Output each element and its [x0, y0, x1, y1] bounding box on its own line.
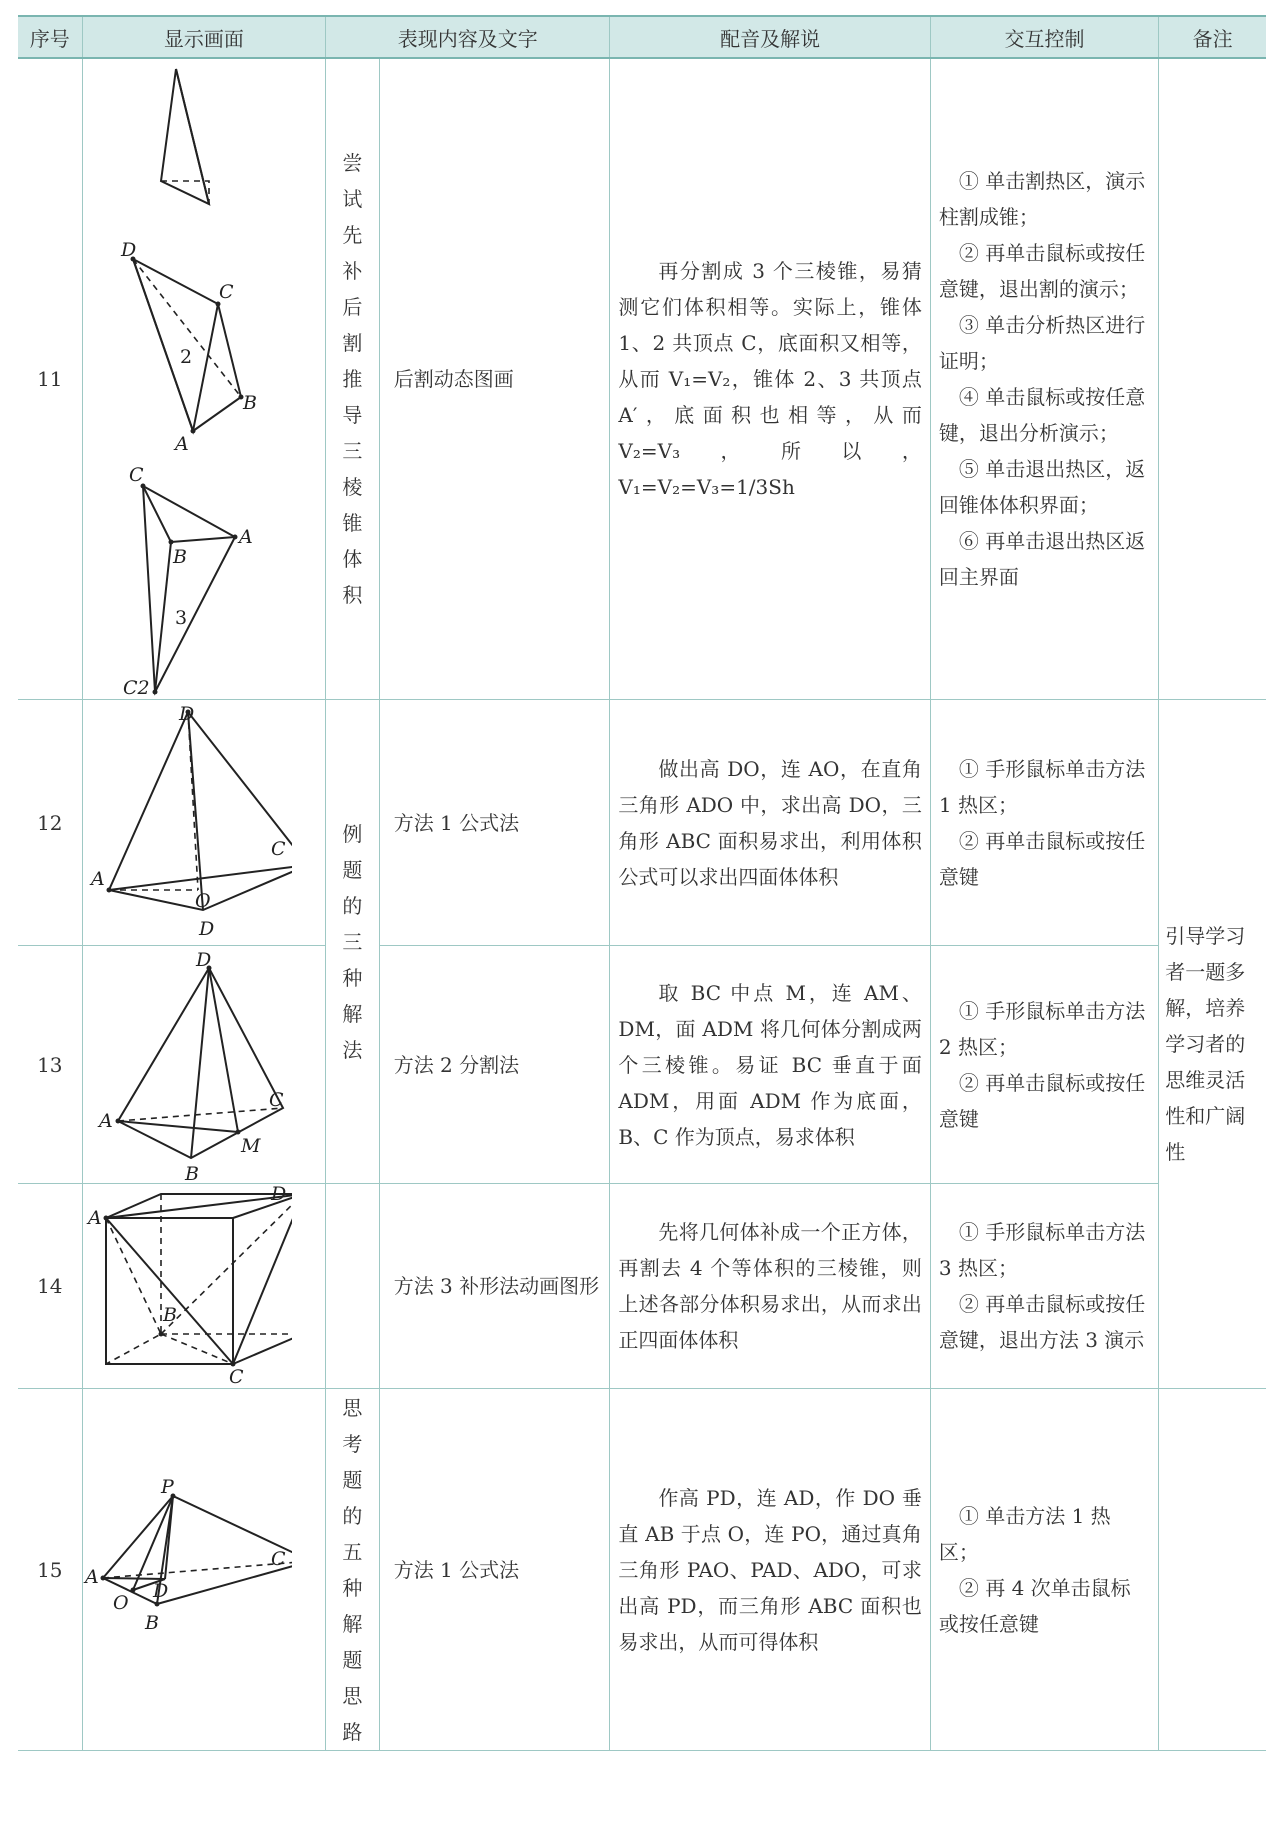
control-step: ⑥ 再单击退出热区返回主界面 — [938, 529, 1146, 589]
narration-text: 取 BC 中点 M，连 AM、DM，面 ADM 将几何体分割成两个三棱锥。易证 BC 垂直于面 ADM，用面 ADM 作为底面，B、C 作为顶点，易求体积 — [618, 980, 922, 1149]
interaction-cell — [930, 1184, 1158, 1389]
figure-label: C — [270, 1548, 286, 1570]
figure-label: C — [270, 838, 286, 860]
interaction-cell — [930, 700, 1158, 946]
figure-label: A — [98, 1110, 113, 1132]
control-step: ① 手形鼠标单击方法 1 热区； — [938, 756, 1146, 817]
narration-cell — [610, 1184, 930, 1389]
note-text: 引导学习者一题多解，培养学习者的思维灵活性和广阔性 — [1165, 924, 1246, 1164]
figure-label: B — [162, 1304, 177, 1326]
figure-cell — [82, 946, 326, 1184]
header-display: 显示画面 — [82, 16, 326, 58]
figure-label: D — [178, 703, 194, 725]
figure-label: A — [90, 868, 105, 890]
narration-cell — [610, 946, 930, 1184]
control-step: ① 手形鼠标单击方法 2 热区； — [938, 998, 1146, 1059]
table-row — [18, 1389, 1266, 1751]
figure-label: O — [194, 890, 211, 912]
figure-label: B — [184, 1163, 199, 1183]
group-title-cell — [326, 1389, 380, 1751]
control-step: ⑤ 单击退出热区，返回锥体体积界面； — [938, 457, 1146, 517]
row-number: 12 — [18, 700, 82, 946]
figure-label: C2 — [122, 677, 150, 699]
figure-label: A — [238, 526, 253, 548]
row-number: 11 — [18, 58, 82, 700]
prism-split-figure — [83, 59, 292, 699]
control-step: ② 再单击鼠标或按任意键 — [938, 1070, 1146, 1131]
narration-text: 做出高 DO，连 AO，在直角三角形 ADO 中，求出高 DO，三角形 ABC 面积易求出，利用体积公式可以求出四面体体积 — [618, 756, 922, 889]
header-narration: 配音及解说 — [610, 16, 930, 58]
row-number: 13 — [18, 946, 82, 1184]
group-title: 思考题的五种解题思路 — [342, 1395, 363, 1744]
figure-label: D — [120, 239, 136, 261]
content-cell: 后割动态图画 — [379, 58, 610, 700]
narration-text: 再分割成 3 个三棱锥，易猜测它们体积相等。实际上，锥体 1、2 共顶点 C，底面积又相等，从而 V₁=V₂，锥体 2、3 共顶点 A′，底面积也相等，从而 V₂=V₃，所以，V₁=V₂=V₃=1/3Sh — [618, 259, 922, 499]
figure-label: C — [268, 1089, 284, 1111]
figure-label: D — [198, 918, 214, 940]
courseware-design-table — [18, 15, 1266, 1751]
group-title: 例题的三种解法 — [342, 821, 363, 1062]
figure-label: 2 — [179, 346, 192, 368]
figure-label: B — [172, 546, 187, 568]
figure-label: A — [84, 1566, 99, 1588]
content-cell: 方法 1 公式法 — [379, 700, 610, 946]
header-content: 表现内容及文字 — [326, 16, 610, 58]
control-step: ③ 单击分析热区进行证明； — [938, 313, 1146, 373]
figure-label: C — [128, 464, 144, 486]
group-title-cell — [326, 58, 380, 700]
narration-cell — [610, 700, 930, 946]
figure-cell — [82, 1184, 326, 1389]
figure-cell — [82, 1389, 326, 1751]
note-cell-empty — [1159, 58, 1266, 700]
control-step: ② 再 4 次单击鼠标或按任意键 — [938, 1575, 1131, 1636]
pyramid-height-figure — [83, 1389, 292, 1750]
control-step: ① 手形鼠标单击方法 3 热区； — [938, 1220, 1146, 1280]
figure-label: M — [240, 1135, 261, 1157]
header-num: 序号 — [18, 16, 82, 58]
group-title-cell-empty — [326, 1184, 380, 1389]
figure-label: C — [228, 1366, 244, 1388]
narration-text: 作高 PD，连 AD，作 DO 垂直 AB 于点 O，连 PO，通过真角三角形 PAO、PAD、ADO，可求出高 PD，而三角形 ABC 面积也易求出，从而可得体积 — [618, 1485, 922, 1654]
narration-cell — [610, 58, 930, 700]
interaction-cell — [930, 1389, 1158, 1751]
note-cell — [1159, 700, 1266, 1389]
figure-label: C — [218, 281, 234, 303]
figure-label: A — [87, 1207, 102, 1229]
tetrahedron-split-figure — [83, 946, 292, 1183]
table-row — [18, 58, 1266, 700]
control-step: ① 单击方法 1 热区； — [938, 1503, 1111, 1564]
cube-completion-figure — [83, 1184, 292, 1388]
control-step: ② 再单击鼠标或按任意键 — [938, 828, 1146, 889]
content-cell: 方法 2 分割法 — [379, 946, 610, 1184]
control-step: ① 单击割热区，演示柱割成锥； — [938, 169, 1146, 229]
figure-label: D — [195, 949, 211, 971]
header-row — [18, 16, 1266, 58]
control-step: ② 再单击鼠标或按任意键，退出割的演示； — [938, 241, 1146, 301]
row-number: 14 — [18, 1184, 82, 1389]
header-note: 备注 — [1159, 16, 1266, 58]
interaction-cell — [930, 58, 1158, 700]
figure-label: D — [270, 1184, 286, 1205]
narration-cell — [610, 1389, 930, 1751]
figure-label: B — [144, 1612, 159, 1634]
figure-label: P — [160, 1476, 174, 1498]
narration-text: 先将几何体补成一个正方体，再割去 4 个等体积的三棱锥，则上述各部分体积易求出，从而求出正四面体体积 — [618, 1220, 922, 1352]
control-step: ④ 单击鼠标或按任意键，退出分析演示； — [938, 385, 1146, 445]
tetrahedron-height-figure — [83, 700, 292, 945]
note-cell-empty — [1159, 1389, 1266, 1751]
group-title-cell — [326, 700, 380, 1184]
control-step: ② 再单击鼠标或按任意键，退出方法 3 演示 — [938, 1292, 1146, 1352]
figure-label: 3 — [174, 607, 187, 629]
figure-label: A — [174, 433, 189, 455]
content-cell: 方法 1 公式法 — [379, 1389, 610, 1751]
content-cell: 方法 3 补形法动画图形 — [379, 1184, 610, 1389]
figure-label: D — [152, 1580, 168, 1602]
group-title: 尝试先补后割推导三棱锥体积 — [342, 151, 363, 607]
table-row — [18, 1184, 1266, 1389]
table-row — [18, 700, 1266, 946]
figure-cell — [82, 700, 326, 946]
figure-label: B — [242, 392, 257, 414]
interaction-cell — [930, 946, 1158, 1184]
figure-label: O — [112, 1592, 129, 1614]
figure-cell — [82, 58, 326, 700]
header-interaction: 交互控制 — [930, 16, 1158, 58]
table-row — [18, 946, 1266, 1184]
row-number: 15 — [18, 1389, 82, 1751]
